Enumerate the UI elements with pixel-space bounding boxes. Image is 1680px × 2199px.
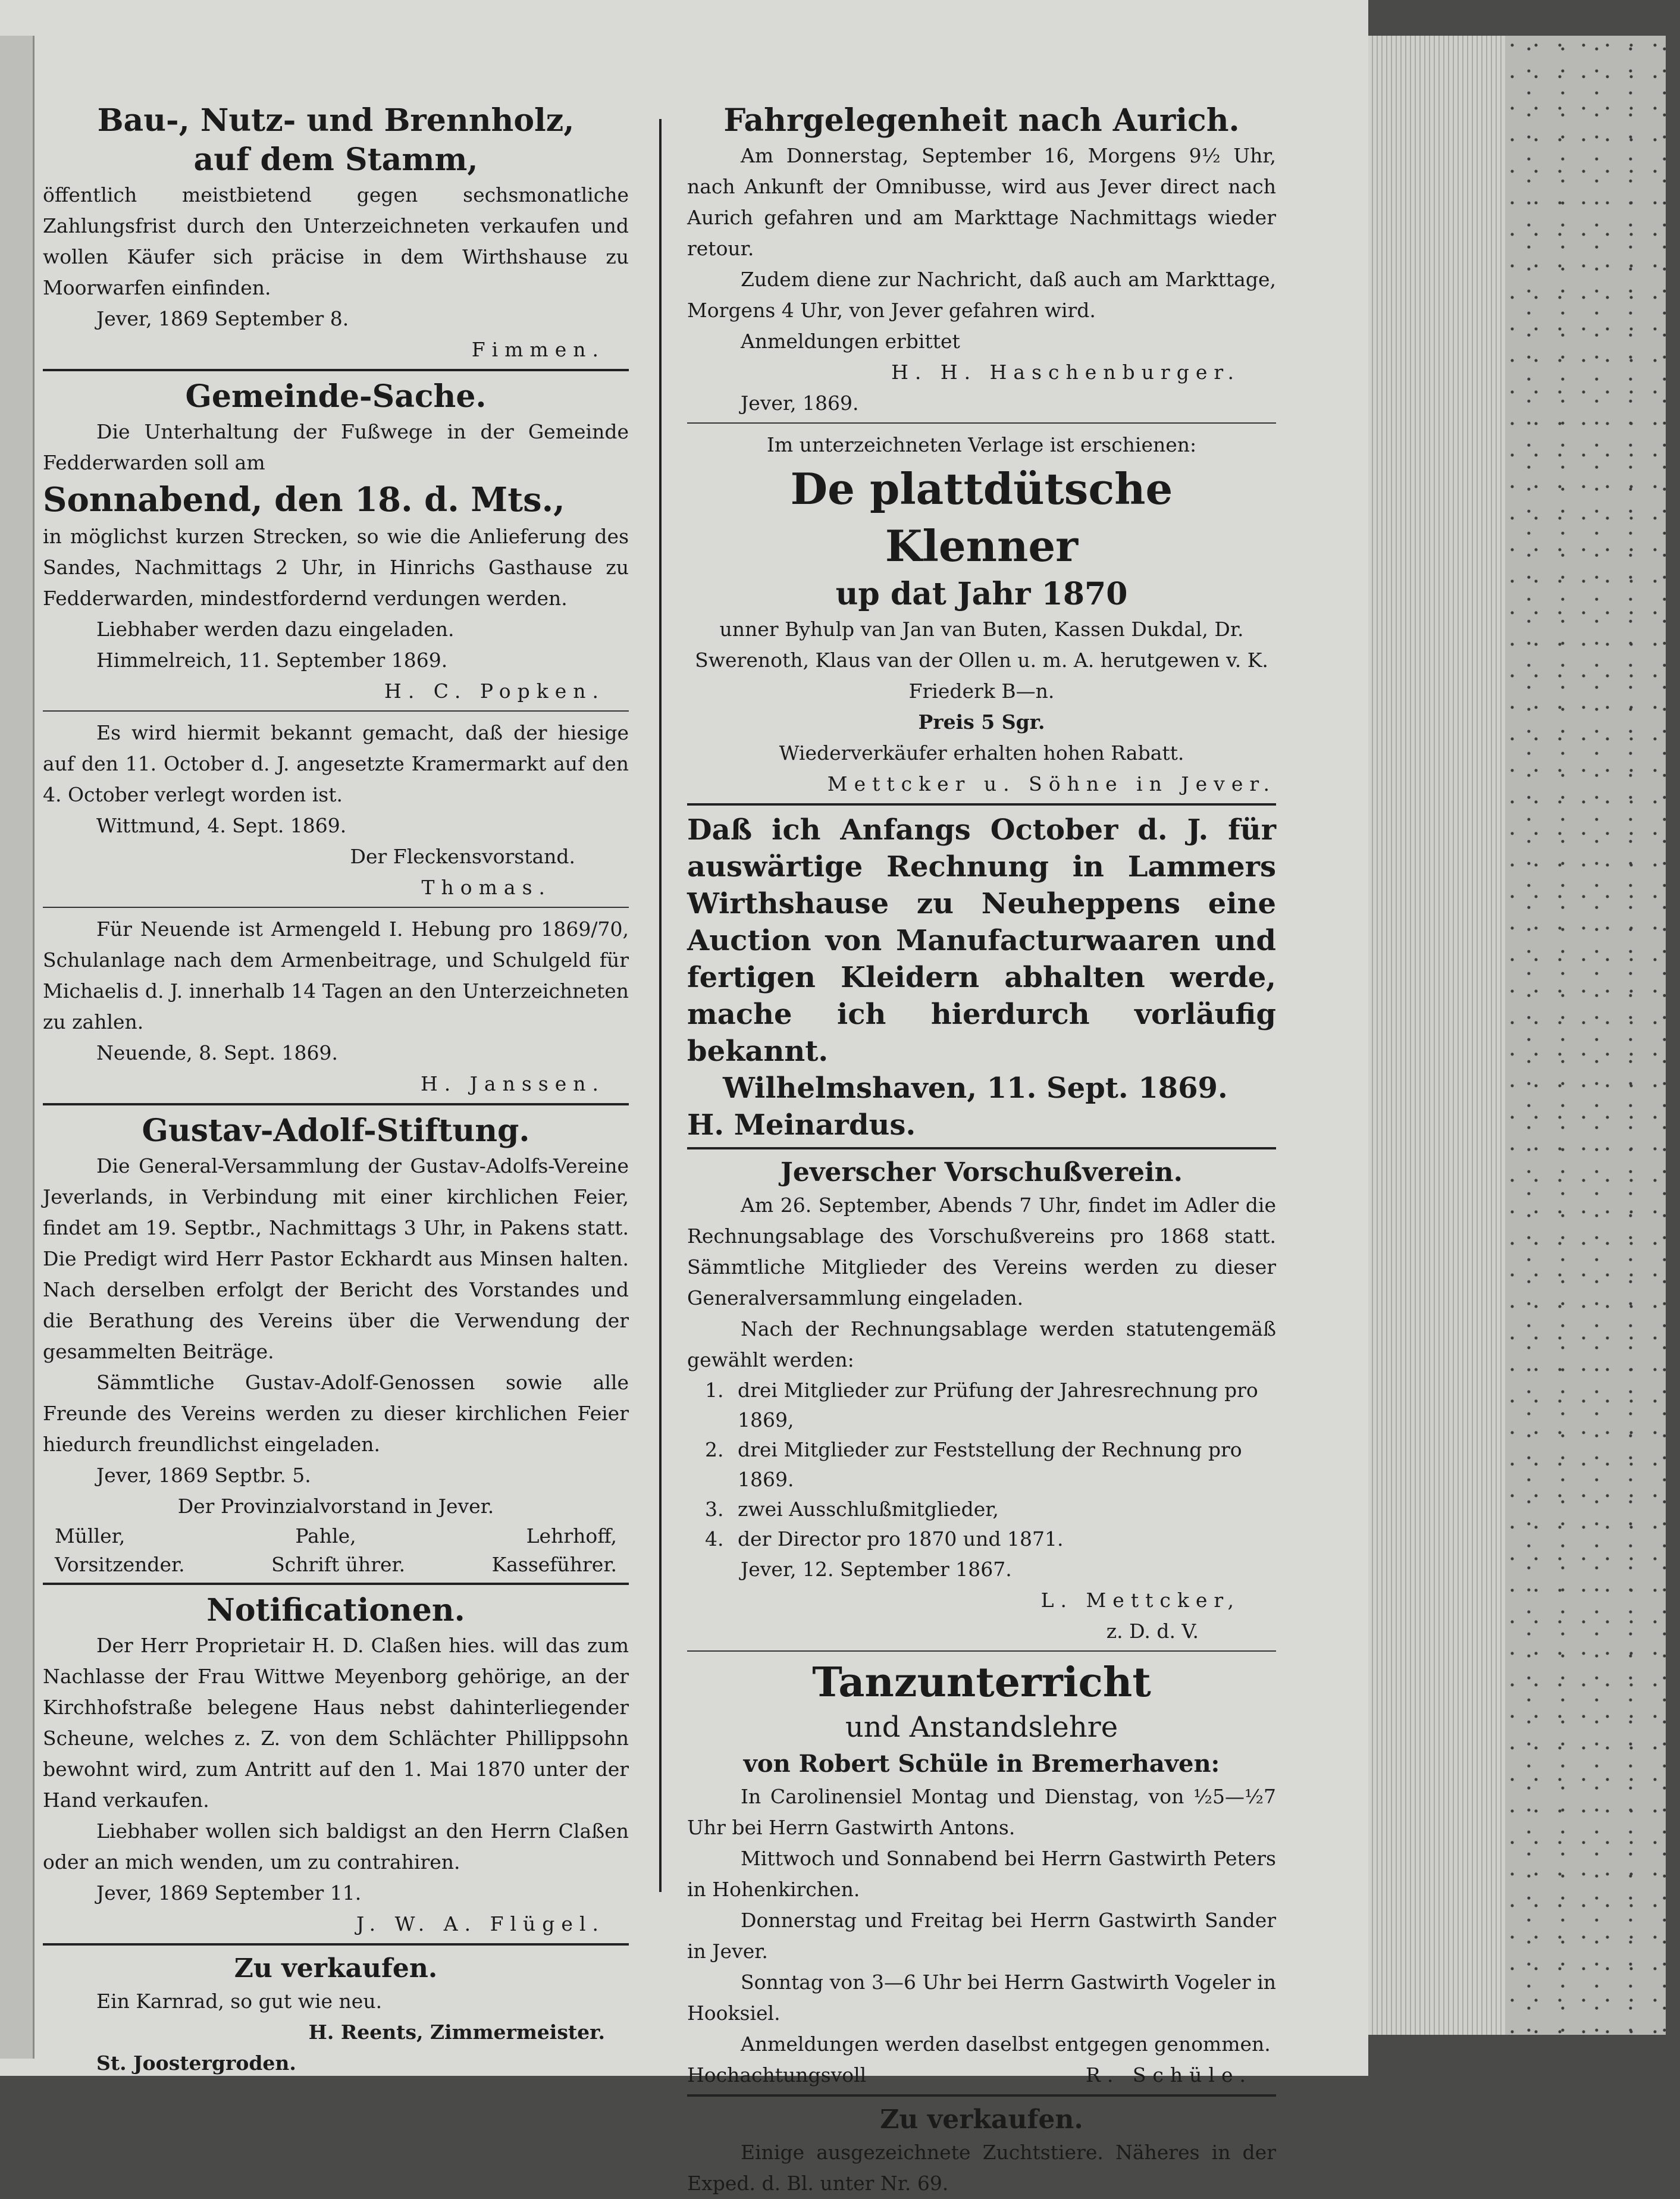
ad-fahr-line: Anmeldungen erbittet (741, 330, 960, 353)
ad-notif-body: Der Herr Proprietair H. D. Claßen hies. will das zum Nachlasse der Frau Wittwe Meyenborg gehörige, an der Kirchhofstraße belegene Haus nebst dahinterliegender Scheune, welches z. Z. von dem Schlächter Phillippsohn bewohnt wird, zum Antritt auf den 1. Mai 1870 unter der Hand verkaufen. (43, 1634, 629, 1812)
previous-page-edge (0, 36, 35, 2059)
ad-holz-title2: auf dem Stamm, (193, 142, 478, 178)
name-lehrhoff: Lehrhoff, (526, 1524, 617, 1548)
ad-vorschuss (687, 1155, 1276, 1647)
right-column (687, 101, 1276, 2199)
ad-verkauf-line: Ein Karnrad, so gut wie neu. (96, 1990, 383, 2013)
ad-neuende (43, 914, 629, 1100)
ad-fahr-body2: Zudem diene zur Nachricht, daß auch am Markttage, Morgens 4 Uhr, von Jever gefahren wird. (687, 268, 1276, 322)
ad-gemeinde-signature: H. C. Popken. (384, 679, 605, 703)
ad-gustav-signature: Der Provinzialvorstand in Jever. (177, 1495, 494, 1518)
ad-verkauf-title: Zu verkaufen. (234, 1953, 438, 1984)
ad-fahr-body: Am Donnerstag, September 16, Morgens 9½ Uhr, nach Ankunft der Omnibusse, wird aus Jever direct nach Aurich gefahren und am Markttage Nachmittags wieder retour. (687, 144, 1276, 260)
ad-gustav-body2: Sämmtliche Gustav-Adolf-Genossen sowie alle Freunde des Vereins werden zu dieser kirchlichen Feier hiedurch freundlichst eingeladen. (43, 1371, 629, 1456)
ad-tanz-p5: Anmeldungen werden daselbst entgegen genommen. (741, 2032, 1271, 2056)
book-page-edges (1368, 36, 1666, 2035)
ad-tanz (687, 1658, 1276, 2091)
ad-vorschuss-title: Jeverscher Vorschußverein. (781, 1157, 1183, 1188)
name-mueller: Müller, (55, 1524, 126, 1548)
divider (687, 803, 1276, 806)
ad-gemeinde-date: Himmelreich, 11. September 1869. (96, 649, 448, 672)
ad-gustav-names (43, 1522, 629, 1550)
ad-klenner-rabatt: Wiederverkäufer erhalten hohen Rabatt. (779, 741, 1184, 765)
column-divider (659, 119, 662, 1892)
ad-klenner-signature: Mettcker u. Söhne in Jever. (827, 772, 1276, 795)
left-column (43, 101, 629, 2079)
ad-gustav-body: Die General-Versammlung der Gustav-Adolfs-Vereine Jeverlands, in Verbindung mit einer kirchlichen Feier, findet am 19. Septbr., Nachmittags 3 Uhr, in Pakens statt. Die Predigt wird Herr Pastor Eckhardt aus Minsen halten. Nach derselben erfolgt der Bericht des Vorstandes und die Berathung des Vereins über die Verwendung der gesammelten Beiträge. (43, 1154, 629, 1363)
ad-klenner-body: unner Byhulp van Jan van Buten, Kassen Dukdal, Dr. Swerenoth, Klaus van der Ollen u. m. A. herutgewen v. K. Friederk B—n. (695, 618, 1268, 703)
list-item: 4. der Director pro 1870 und 1871. (705, 1527, 1064, 1550)
ad-markt-signature2: Thomas. (421, 876, 551, 899)
divider (43, 1103, 629, 1105)
ad-tanz-sub: und Anstandslehre (845, 1711, 1118, 1744)
ad-klenner-title: De plattdütsche Klenner (790, 463, 1173, 571)
list-item: 1. drei Mitglieder zur Prüfung der Jahresrechnung pro 1869, (705, 1379, 1258, 1431)
ad-gemeinde-title: Gemeinde-Sache. (185, 378, 487, 415)
ad-vorschuss-signature2: z. D. d. V. (1106, 1620, 1199, 1643)
ad-tanz-greeting: Hochachtungsvoll (687, 2063, 867, 2087)
divider (687, 422, 1276, 424)
divider (43, 710, 629, 712)
ad-auction-body: Daß ich Anfangs October d. J. für auswärtige Rechnung in Lammers Wirthshause zu Neuheppens eine Auction von Manufacturwaaren und fertigen Kleidern abhalten werde, mache ich hierdurch vorläufig bekannt. (687, 813, 1276, 1068)
ad-holz-signature: Fimmen. (471, 338, 605, 361)
ad-klenner (687, 430, 1276, 800)
name-pahle: Pahle, (295, 1524, 356, 1548)
ad-gemeinde-line: Liebhaber werden dazu eingeladen. (96, 618, 455, 641)
ad-markt-date: Wittmund, 4. Sept. 1869. (96, 814, 347, 837)
ad-gemeinde (43, 377, 629, 707)
ad-neuende-body: Für Neuende ist Armengeld I. Hebung pro 1869/70, Schulanlage nach dem Armenbeitrage, und Schulgeld für Michaelis d. J. innerhalb 14 Tagen an den Unterzeichneten zu zahlen. (43, 917, 629, 1033)
ad-notif-body2: Liebhaber wollen sich baldigst an den Herrn Claßen oder an mich wenden, um zu contrahiren. (43, 1819, 629, 1874)
ad-neuende-date: Neuende, 8. Sept. 1869. (96, 1041, 338, 1064)
role-schriftfuehrer: Schrift ührer. (271, 1553, 406, 1576)
ad-notif (43, 1591, 629, 1940)
ad-fahr-date: Jever, 1869. (741, 391, 859, 415)
divider (43, 907, 629, 908)
ad-tanz-p4: Sonntag von 3—6 Uhr bei Herrn Gastwirth Vogeler in Hooksiel. (687, 1971, 1276, 2025)
ad-fahr (687, 101, 1276, 419)
ad-verkauf-signature: H. Reents, Zimmermeister. (308, 2021, 605, 2044)
ad-tanz-p3: Donnerstag und Freitag bei Herrn Gastwirth Sander in Jever. (687, 1909, 1276, 1963)
ad-tanz-title: Tanzunterricht (812, 1659, 1151, 1706)
ad-verkauf-place: St. Joostergroden. (96, 2051, 296, 2075)
ad-notif-date: Jever, 1869 September 11. (96, 1881, 362, 1904)
ad-gemeinde-date-big: Sonnabend, den 18. d. Mts., (43, 480, 565, 519)
ad-auction-date: Wilhelmshaven, 11. Sept. 1869. (723, 1072, 1228, 1105)
ad-tanz-sub2: von Robert Schüle in Bremerhaven: (743, 1750, 1220, 1778)
ad-gemeinde-intro: Die Unterhaltung der Fußwege in der Gemeinde Fedderwarden soll am (43, 420, 629, 474)
ad-gustav-title: Gustav-Adolf-Stiftung. (142, 1113, 530, 1149)
list-item: 2. drei Mitglieder zur Feststellung der Rechnung pro 1869. (705, 1438, 1242, 1491)
ad-holz-title1: Bau-, Nutz- und Brennholz, (97, 102, 575, 139)
ad-fahr-title: Fahrgelegenheit nach Aurich. (723, 102, 1240, 139)
ad-gustav-roles (43, 1550, 629, 1579)
ad-fahr-signature: H. H. Haschenburger. (891, 361, 1240, 384)
divider (687, 1147, 1276, 1149)
divider (687, 1650, 1276, 1652)
ad-tanz-closing (687, 2060, 1276, 2091)
ad-holz-body: öffentlich meistbietend gegen sechsmonatliche Zahlungsfrist durch den Unterzeichneten verkaufen und wollen Käufer sich präcise in dem Wirthshause zu Moorwarfen einfinden. (43, 183, 629, 299)
ad-verkauf-right-title: Zu verkaufen. (880, 2104, 1083, 2135)
ad-vorschuss-date: Jever, 12. September 1867. (741, 1558, 1012, 1581)
ad-tanz-signature: R. Schüle. (1086, 2063, 1252, 2087)
ad-gustav-date: Jever, 1869 Septbr. 5. (96, 1464, 311, 1487)
list-item: 3. zwei Ausschlußmitglieder, (705, 1498, 999, 1521)
ad-tanz-p2: Mittwoch und Sonnabend bei Herrn Gastwirth Peters in Hohenkirchen. (687, 1847, 1276, 1901)
ad-markt (43, 718, 629, 903)
ad-markt-signature1: Der Fleckensvorstand. (350, 845, 575, 868)
ad-verkauf-right (687, 2103, 1276, 2199)
ad-neuende-signature: H. Janssen. (420, 1072, 605, 1095)
ad-vorschuss-body2: Nach der Rechnungsablage werden statutengemäß gewählt werden: (687, 1317, 1276, 1371)
ad-markt-body: Es wird hiermit bekannt gemacht, daß der hiesige auf den 11. October d. J. angesetzte Kramermarkt auf den 4. October verlegt worden ist. (43, 721, 629, 806)
ad-klenner-price: Preis 5 Sgr. (918, 710, 1045, 734)
ad-verkauf-left (43, 1951, 629, 2079)
ad-klenner-intro: Im unterzeichneten Verlage ist erschienen: (766, 433, 1197, 456)
ad-verkauf-right-body: Einige ausgezeichnete Zuchtstiere. Näheres in der Exped. d. Bl. unter Nr. 69. (687, 2141, 1276, 2195)
ad-vorschuss-body: Am 26. September, Abends 7 Uhr, findet im Adler die Rechnungsablage des Vorschußvereins pro 1868 statt. Sämmtliche Mitglieder des Vereins werden zu dieser Generalversammlung eingeladen. (687, 1194, 1276, 1310)
ad-holz-date: Jever, 1869 September 8. (96, 307, 349, 330)
ad-klenner-sub: up dat Jahr 1870 (835, 576, 1128, 612)
role-vorsitzender: Vorsitzender. (55, 1553, 185, 1576)
ad-auction (687, 812, 1276, 1144)
ad-holz (43, 101, 629, 365)
divider (43, 1943, 629, 1946)
divider (43, 1583, 629, 1585)
divider (43, 369, 629, 371)
ad-notif-title: Notificationen. (206, 1592, 465, 1628)
ad-auction-signature: H. Meinardus. (687, 1108, 916, 1142)
role-kassefuehrer: Kasseführer. (491, 1553, 617, 1576)
ad-notif-signature: J. W. A. Flügel. (356, 1912, 605, 1935)
ad-gustav (43, 1111, 629, 1579)
ad-gemeinde-body: in möglichst kurzen Strecken, so wie die Anlieferung des Sandes, Nachmittags 2 Uhr, in Hinrichs Gasthause zu Fedderwarden, mindestfordernd verdungen werden. (43, 525, 629, 610)
divider (687, 2094, 1276, 2097)
ad-vorschuss-signature: L. Mettcker, (1040, 1589, 1240, 1612)
ad-tanz-p1: In Carolinensiel Montag und Dienstag, von ½5—½7 Uhr bei Herrn Gastwirth Antons. (687, 1785, 1276, 1839)
